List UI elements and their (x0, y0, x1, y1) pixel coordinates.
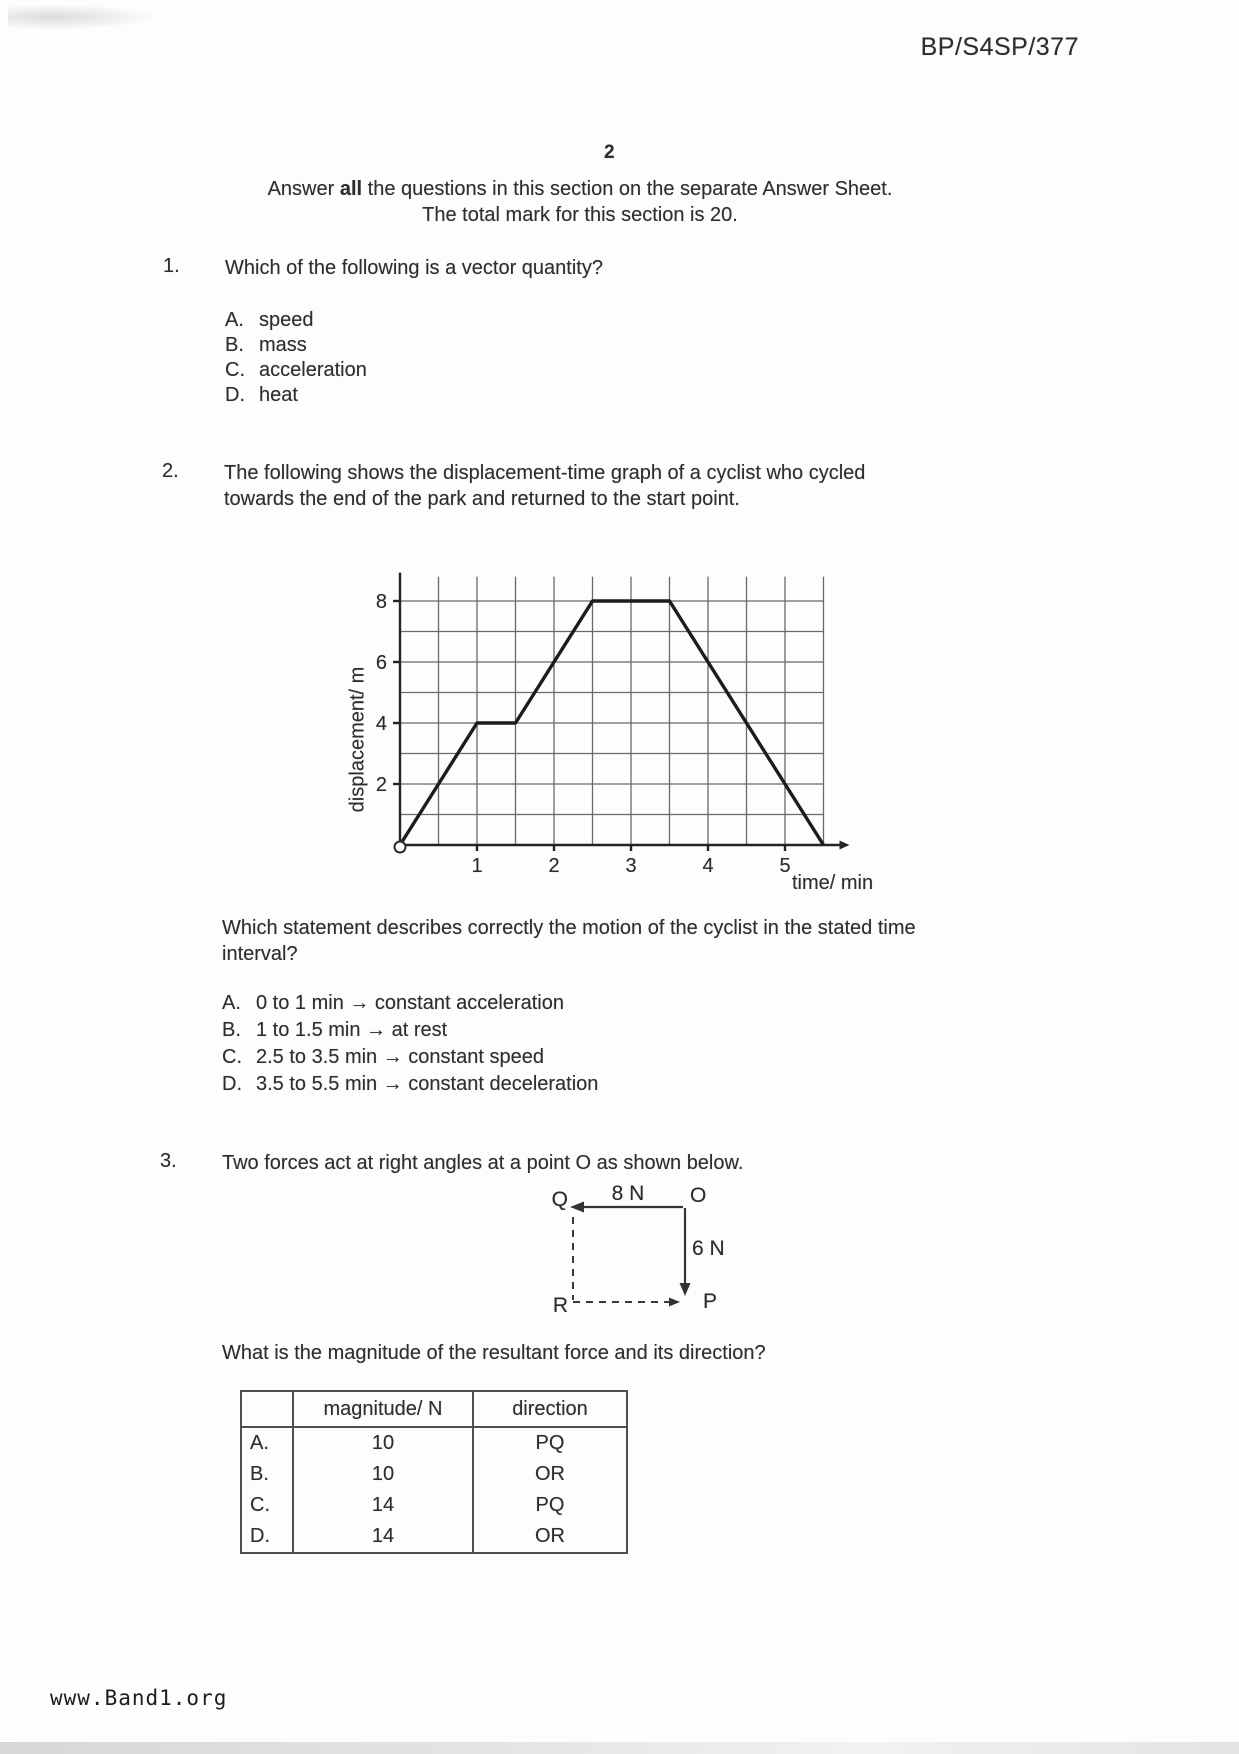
svg-text:5: 5 (779, 855, 791, 877)
option-label: A. (225, 309, 244, 331)
force-arrow-op-head (680, 1283, 691, 1296)
option-text: 0 to 1 min → constant acceleration (256, 992, 564, 1014)
displacement-time-chart (330, 560, 890, 905)
question-2-number: 2. (162, 460, 179, 482)
option-label: C. (222, 1046, 242, 1068)
option-row (222, 990, 598, 1017)
table-row (241, 1521, 627, 1553)
question-1-number: 1. (163, 255, 180, 277)
question-1-options (225, 308, 367, 408)
cell-letter: D. (241, 1521, 293, 1553)
option-row (225, 308, 367, 333)
force-diagram-svg (540, 1180, 750, 1325)
option-label: A. (222, 992, 241, 1014)
option-label: B. (222, 1019, 241, 1041)
option-row (225, 383, 367, 408)
force-label-6n: 6 N (692, 1237, 725, 1260)
option-row (222, 1017, 598, 1044)
cell-magnitude: 10 (293, 1427, 473, 1459)
chart-svg (330, 560, 890, 905)
option-label: D. (225, 384, 245, 406)
cell-letter: A. (241, 1427, 293, 1459)
svg-text:4: 4 (702, 855, 714, 877)
option-label: D. (222, 1073, 242, 1095)
x-axis-label: time/ min (792, 872, 874, 894)
option-text: acceleration (259, 359, 367, 381)
cell-magnitude: 10 (293, 1459, 473, 1490)
footer-url: www.Band1.org (50, 1686, 228, 1710)
point-label-r: R (552, 1294, 568, 1317)
svg-text:2: 2 (375, 774, 387, 796)
question-2-options (222, 990, 598, 1098)
option-text: mass (259, 334, 307, 356)
svg-text:3: 3 (625, 855, 637, 877)
svg-text:2: 2 (548, 855, 560, 877)
cell-magnitude: 14 (293, 1490, 473, 1521)
svg-text:8: 8 (375, 591, 387, 613)
force-label-8n: 8 N (611, 1182, 645, 1205)
question-2-text: The following shows the displacement-time graph of a cyclist who cycled towards the end of the park and returned to the start point. (224, 462, 866, 510)
cell-direction: OR (473, 1521, 627, 1553)
bottom-scan-bar (0, 1742, 1239, 1754)
option-row (225, 333, 367, 358)
dashed-line-rp-head (669, 1298, 680, 1307)
instruction-line-1 (210, 176, 950, 202)
option-text: speed (259, 309, 314, 331)
header-cell-direction: direction (473, 1391, 627, 1427)
question-3-number: 3. (160, 1150, 177, 1172)
y-axis-label: displacement/ m (346, 666, 369, 813)
page-number: 2 (604, 142, 615, 163)
cell-direction: PQ (473, 1490, 627, 1521)
option-text: 2.5 to 3.5 min → constant speed (256, 1046, 544, 1068)
table-row (241, 1427, 627, 1459)
option-row (222, 1071, 598, 1098)
svg-text:6: 6 (375, 652, 387, 674)
point-label-o: O (690, 1184, 707, 1207)
header-cell-magnitude: magnitude/ N (293, 1391, 473, 1427)
svg-text:1: 1 (471, 855, 483, 877)
header-cell-blank (241, 1391, 293, 1427)
cell-magnitude: 14 (293, 1521, 473, 1553)
svg-text:4: 4 (375, 713, 387, 735)
question-2-prompt: Which statement describes correctly the motion of the cyclist in the stated time interval? (222, 917, 916, 965)
instruction-line-2: The total mark for this section is 20. (422, 204, 738, 226)
instruction-text: the questions in this section on the separate Answer Sheet. (362, 178, 893, 200)
force-arrow-oq-head (570, 1202, 584, 1213)
instruction-bold: all (339, 178, 363, 200)
cell-letter: B. (241, 1459, 293, 1490)
answer-table (240, 1390, 628, 1554)
section-instructions (210, 176, 950, 228)
cell-letter: C. (241, 1490, 293, 1521)
question-1-text: Which of the following is a vector quantity? (225, 257, 603, 279)
point-label-q: Q (551, 1188, 568, 1211)
option-text: 3.5 to 5.5 min → constant deceleration (256, 1073, 599, 1095)
force-diagram (540, 1180, 750, 1325)
option-row (225, 358, 367, 383)
scan-artifact (8, 4, 158, 30)
point-label-p: P (703, 1290, 718, 1313)
option-text: 1 to 1.5 min → at rest (256, 1019, 448, 1041)
question-3-prompt: What is the magnitude of the resultant force and its direction? (222, 1342, 766, 1364)
cell-direction: PQ (473, 1427, 627, 1459)
option-row (222, 1044, 598, 1071)
paper-code: BP/S4SP/377 (920, 33, 1079, 61)
cell-direction: OR (473, 1459, 627, 1490)
table-row (241, 1459, 627, 1490)
option-text: heat (259, 384, 298, 406)
instruction-text: Answer (267, 178, 340, 200)
option-label: B. (225, 334, 244, 356)
table-row (241, 1490, 627, 1521)
table-header-row (241, 1391, 627, 1427)
option-label: C. (225, 359, 245, 381)
question-3-text: Two forces act at right angles at a point O as shown below. (222, 1152, 744, 1174)
